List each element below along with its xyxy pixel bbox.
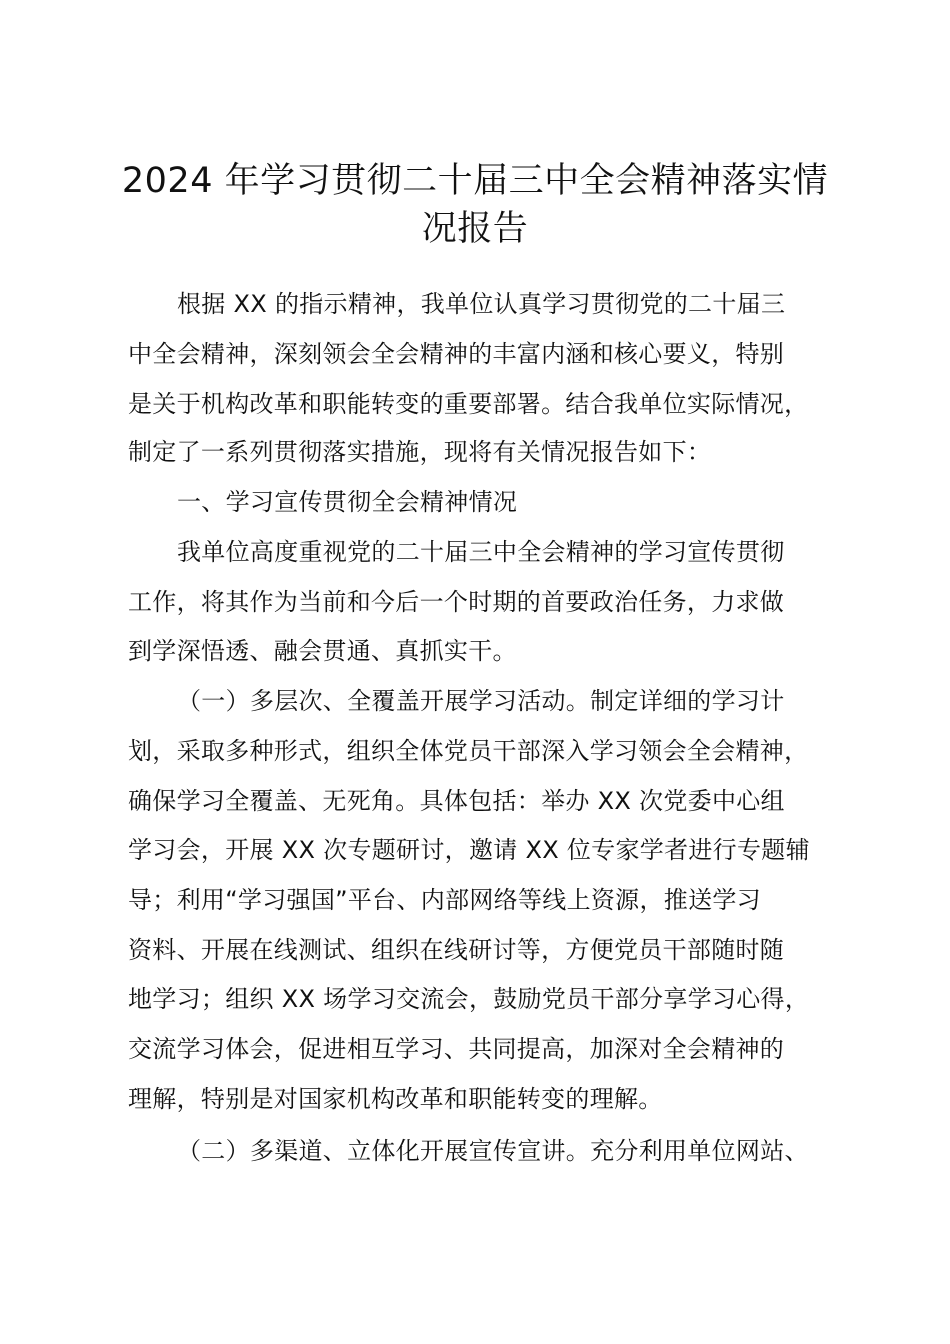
document-title-line-1: 2024 年学习贯彻二十届三中全会精神落实情 bbox=[121, 161, 829, 201]
paragraph-intro-line-4: 制定了一系列贯彻落实措施，现将有关情况报告如下： bbox=[128, 438, 712, 466]
paragraph-sub1-line-6: 资料、开展在线测试、组织在线研讨等，方便党员干部随时随 bbox=[128, 936, 785, 964]
paragraph-sub1-line-5: 导；利用“学习强国”平台、内部网络等线上资源，推送学习 bbox=[128, 886, 761, 914]
paragraph-sub1-line-1: （一）多层次、全覆盖开展学习活动。制定详细的学习计 bbox=[177, 687, 785, 715]
paragraph-section1-line-2: 工作，将其作为当前和今后一个时期的首要政治任务，力求做 bbox=[128, 588, 785, 616]
paragraph-section1-line-1: 我单位高度重视党的二十届三中全会精神的学习宣传贯彻 bbox=[177, 538, 785, 566]
paragraph-sub1-line-7: 地学习；组织 XX 场学习交流会，鼓励党员干部分享学习心得， bbox=[128, 985, 810, 1013]
paragraph-sub1-line-2: 划，采取多种形式，组织全体党员干部深入学习领会全会精神， bbox=[128, 737, 809, 765]
document-title-line-2: 况报告 bbox=[421, 209, 529, 249]
paragraph-sub1-line-3: 确保学习全覆盖、无死角。具体包括：举办 XX 次党委中心组 bbox=[128, 787, 785, 815]
section-heading-1: 一、学习宣传贯彻全会精神情况 bbox=[177, 488, 518, 516]
paragraph-intro-line-2: 中全会精神，深刻领会全会精神的丰富内涵和核心要义，特别 bbox=[128, 340, 785, 368]
paragraph-intro-line-1: 根据 XX 的指示精神，我单位认真学习贯彻党的二十届三 bbox=[177, 290, 786, 318]
paragraph-sub1-line-9: 理解，特别是对国家机构改革和职能转变的理解。 bbox=[128, 1085, 663, 1113]
paragraph-section1-line-3: 到学深悟透、融会贯通、真抓实干。 bbox=[128, 637, 517, 665]
paragraph-sub1-line-4: 学习会，开展 XX 次专题研讨，邀请 XX 位专家学者进行专题辅 bbox=[128, 836, 810, 864]
paragraph-sub2-line-1: （二）多渠道、立体化开展宣传宣讲。充分利用单位网站、 bbox=[177, 1137, 809, 1165]
paragraph-sub1-line-8: 交流学习体会，促进相互学习、共同提高，加深对全会精神的 bbox=[128, 1035, 785, 1063]
paragraph-intro-line-3: 是关于机构改革和职能转变的重要部署。结合我单位实际情况， bbox=[128, 390, 809, 418]
